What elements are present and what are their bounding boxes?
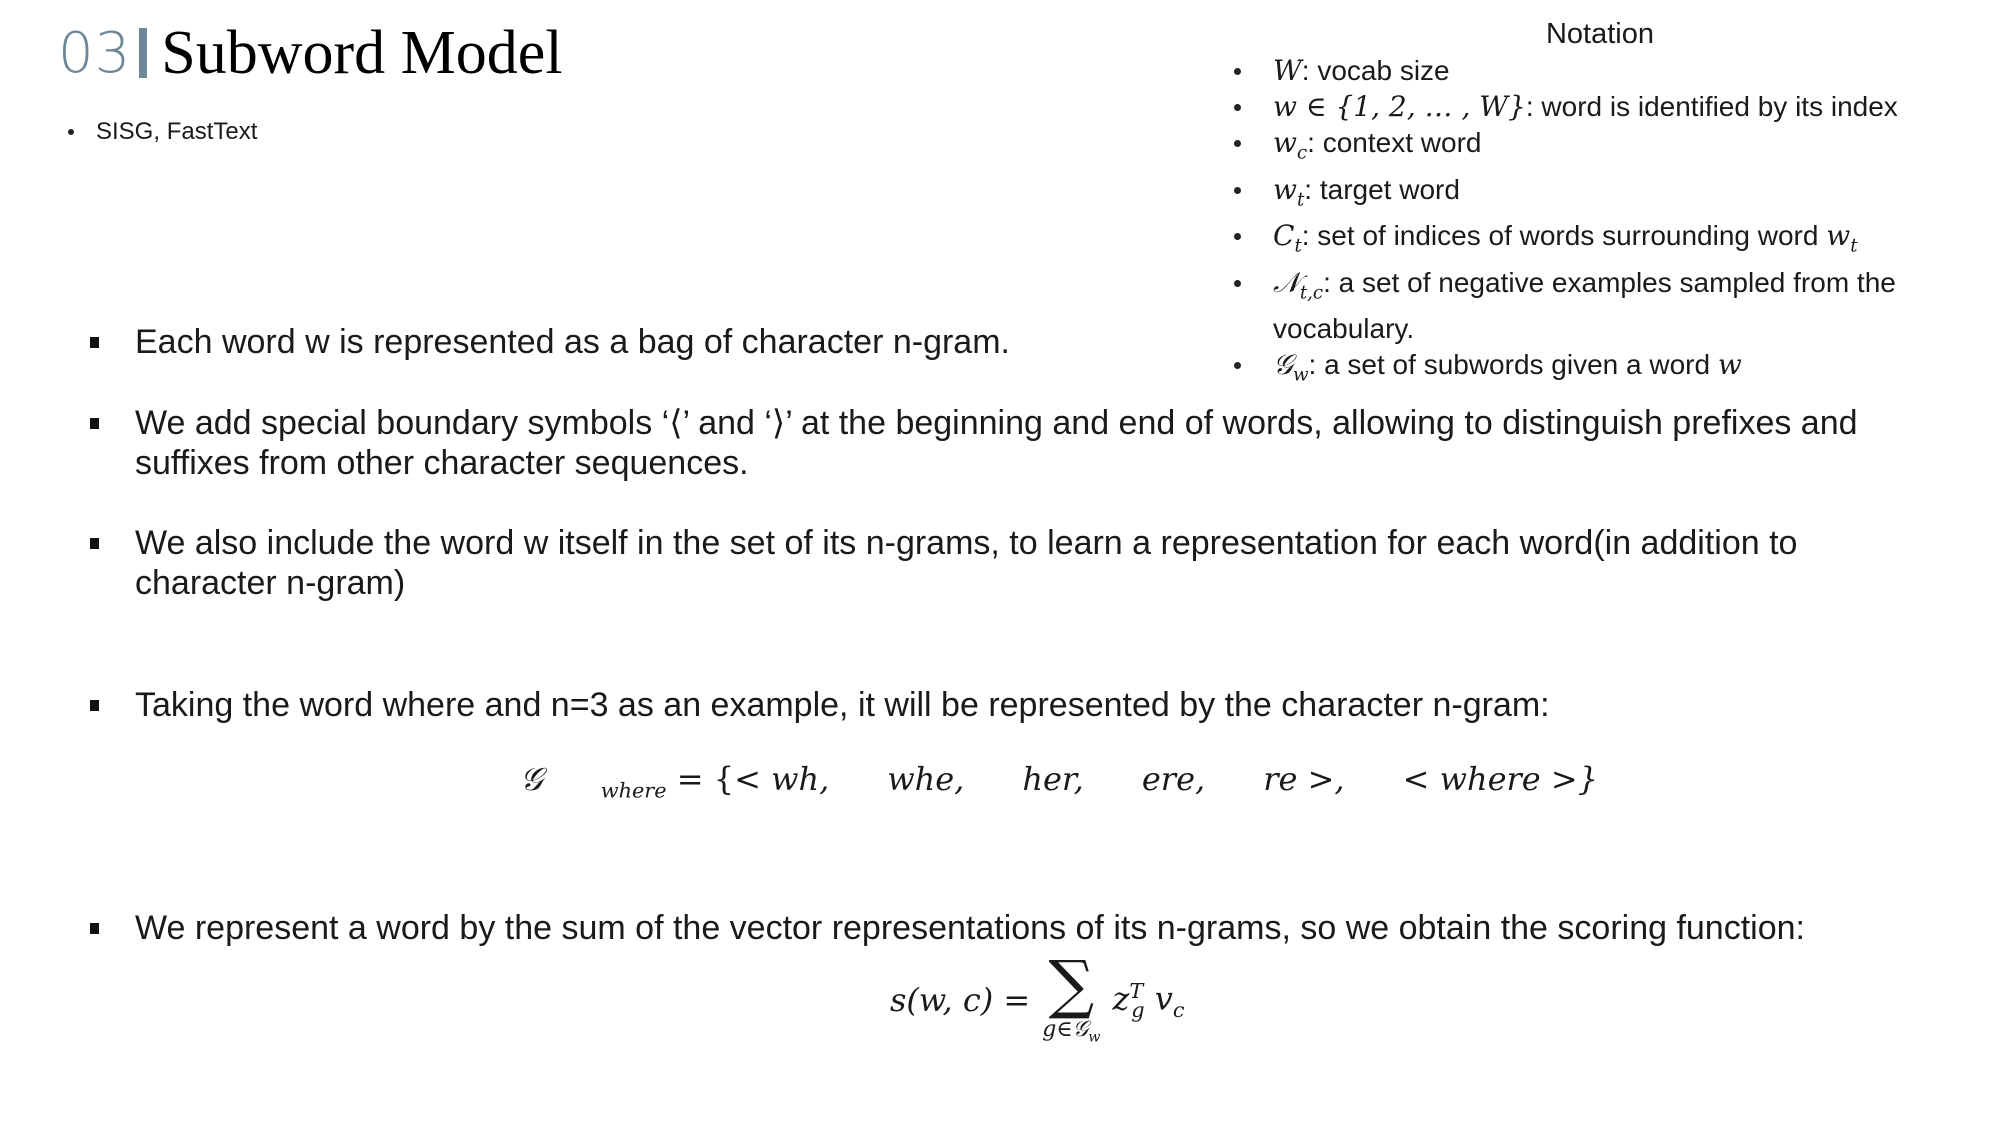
- notation-text: : word is identified by its index: [1525, 91, 1898, 122]
- notation-symbol: W: [1273, 54, 1302, 87]
- notation-text: : context word: [1307, 127, 1482, 158]
- bullet-text: Each word w is represented as a bag of character n-gram.: [135, 323, 1010, 361]
- term-z: z: [1112, 979, 1130, 1018]
- bullet-text: We add special boundary symbols ‘⟨’ and ‘⟩’ at the beginning and end of words, allowing to distinguish prefixes and suffixes from other character sequences.: [135, 404, 1858, 482]
- notation-symbol: 𝒢$_w$: [1273, 348, 1309, 386]
- list-item: [88, 403, 1948, 483]
- section-number: 03: [58, 20, 132, 86]
- math-wt: $w_t$: [1826, 219, 1858, 257]
- ngram-term: ere,: [1141, 760, 1206, 798]
- title-divider: [139, 28, 147, 78]
- notation-item: [1230, 172, 1990, 219]
- notation-text: : target word: [1304, 173, 1460, 205]
- script-g: 𝒢: [520, 760, 543, 798]
- subtitle-text: SISG, FastText: [96, 118, 258, 145]
- term-v: v: [1154, 979, 1173, 1018]
- bullet-dot-icon: [1234, 104, 1241, 111]
- notation-symbol: $w_t$: [1273, 172, 1305, 211]
- bullet-dot-icon: [1234, 140, 1241, 147]
- square-bullet-icon: [90, 538, 99, 549]
- eq-lhs-sub: where: [600, 778, 667, 803]
- notation-text: : a set of negative examples sampled from the vocabulary.: [1273, 266, 1896, 345]
- notation-symbol: $C_t$: [1273, 219, 1302, 257]
- notation-title: Notation: [1545, 18, 1654, 50]
- square-bullet-icon: [90, 923, 99, 934]
- ngram-equation: [520, 760, 1598, 802]
- slide-title: [58, 18, 563, 88]
- page-title: Subword Model: [161, 18, 563, 87]
- summation: [1042, 948, 1101, 1046]
- ngram-term: her,: [1022, 760, 1084, 798]
- square-bullet-icon: [90, 337, 99, 348]
- ngram-term: < wh,: [734, 760, 830, 798]
- bullet-dot-icon: [1234, 362, 1241, 369]
- notation-symbol: $w_c$: [1273, 126, 1308, 164]
- square-bullet-icon: [90, 418, 99, 429]
- notation-item: [1230, 125, 1990, 172]
- bullet-dot-icon: [1234, 280, 1241, 287]
- eq-lhs: [520, 760, 735, 803]
- term-v-sub: c: [1172, 997, 1185, 1022]
- notation-item: [1230, 89, 1990, 125]
- bullet-dot-icon: [68, 129, 74, 135]
- math-w: w: [1717, 348, 1742, 382]
- bullet-text: We represent a word by the sum of the vector representations of its n-grams, so we obtain the scoring function:: [135, 909, 1805, 947]
- notation-item: [1230, 53, 1990, 89]
- sigma-icon: ∑: [1048, 948, 1095, 1022]
- ngram-term: re >,: [1263, 760, 1345, 798]
- notation-text: : vocab size: [1301, 55, 1450, 86]
- ngram-term: < where >}: [1402, 760, 1599, 798]
- notation-symbol: w ∈ {1, 2, … , W}: [1273, 90, 1526, 123]
- notation-text: : a set of subwords given a word: [1308, 349, 1718, 381]
- sum-index-text: g∈𝒢: [1042, 1017, 1089, 1042]
- bullet-dot-icon: [1234, 233, 1241, 240]
- notation-item: [1230, 218, 1990, 265]
- term-sup: T: [1129, 978, 1144, 1003]
- list-item: [88, 685, 1948, 725]
- list-item: [88, 908, 1948, 948]
- eq-lhs: s(w, c) =: [890, 981, 1031, 1020]
- sum-index: [1042, 1017, 1100, 1045]
- eq-equals: = {: [666, 760, 735, 798]
- eq-term: [1113, 979, 1185, 1022]
- sum-index-sub: w: [1088, 1029, 1101, 1046]
- bullet-text: Taking the word where and n=3 as an example, it will be represented by the character n-gram:: [135, 686, 1550, 724]
- bullet-dot-icon: [1234, 68, 1241, 75]
- square-bullet-icon: [90, 700, 99, 711]
- list-item: [88, 322, 1948, 362]
- ngram-term: whe,: [887, 760, 965, 798]
- list-item: [88, 523, 1948, 603]
- notation-symbol: 𝒩$_{t,c}$: [1273, 265, 1324, 304]
- bullet-dot-icon: [1234, 187, 1241, 194]
- scoring-equation: [890, 948, 1185, 1046]
- notation-text: : set of indices of words surrounding word: [1301, 220, 1827, 252]
- subtitle: [68, 118, 257, 146]
- term-sub: g: [1131, 997, 1145, 1022]
- bullet-text: We also include the word w itself in the set of its n-grams, to learn a representation for each word(in addition to character n-gram): [135, 524, 1798, 602]
